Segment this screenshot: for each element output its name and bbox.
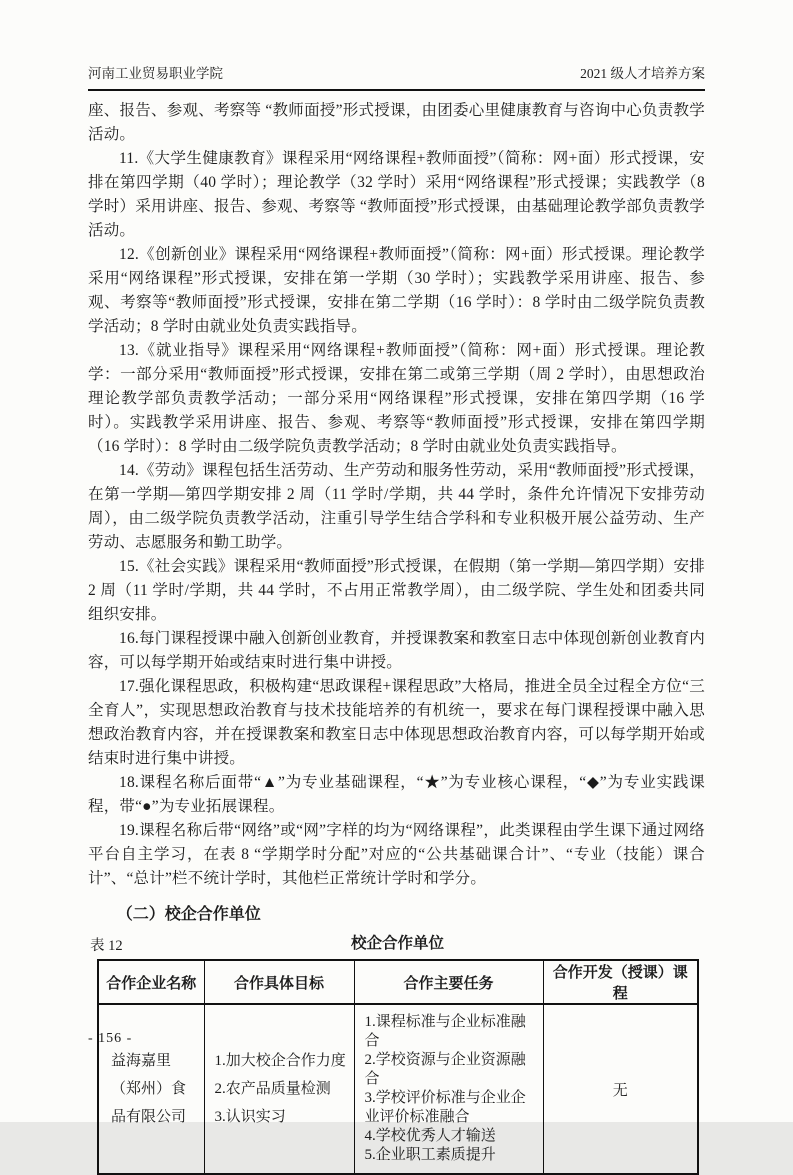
task-item: 3.学校评价标准与企业企业评价标准融合	[364, 1090, 526, 1125]
task-item: 4.学校优秀人才输送	[364, 1128, 496, 1144]
column-header-tasks: 合作主要任务	[354, 960, 543, 1004]
table-header-row	[98, 960, 698, 1004]
goal-item: 1.加大校企合作力度	[214, 1053, 346, 1069]
tasks-cell	[354, 1004, 543, 1174]
school-name: 河南工业贸易职业学院	[88, 66, 223, 81]
table-caption: 校企合作单位	[350, 935, 444, 952]
cooperation-table	[97, 959, 699, 1175]
company-name-cell: 益海嘉里（郑州）食品有限公司	[98, 1004, 204, 1174]
running-header	[88, 0, 705, 91]
task-item: 1.课程标准与企业标准融合	[364, 1014, 526, 1049]
paragraph-15: 15.《社会实践》课程采用“教师面授”形式授课，在假期（第一学期—第四学期）安排 2 周（11 学时/学期，共 44 学时，不占用正常教学周），由二级学院、学生处和团委共同组织安排。	[88, 558, 705, 623]
task-item: 5.企业职工素质提升	[364, 1147, 496, 1163]
paragraph-16: 16.每门课程授课中融入创新创业教育，并授课教案和教室日志中体现创新创业教育内容，可以每学期开始或结束时进行集中讲授。	[88, 630, 705, 671]
section-heading: （二）校企合作单位	[116, 906, 261, 923]
developed-courses-cell: 无	[543, 1004, 698, 1174]
body-text	[88, 99, 705, 891]
table-label: 表 12	[90, 938, 123, 954]
paragraph-19: 19.课程名称后带“网络”或“网”字样的均为“网络课程”，此类课程由学生课下通过网络平台自主学习，在表 8 “学期学时分配”对应的“公共基础课合计”、“专业（技能）课合计”、“总计”栏不统计学时，其他栏正常统计学时和学分。	[88, 822, 705, 887]
paragraph-13: 13.《就业指导》课程采用“网络课程+教师面授”（简称：网+面）形式授课。理论教学：一部分采用“教师面授”形式授课，安排在第二或第三学期（周 2 学时），由思想政治理论教学部负责教学活动；一部分采用“网络课程”形式授课，安排在第四学期（16 学时）。实践教学采用讲座、报告、参观、考察等“教师面授”形式授课，安排在第四学期（16 学时）：8 学时由二级学院负责教学活动；8 学时由就业处负责实践指导。	[88, 342, 705, 455]
paragraph-continuation: 座、报告、参观、考察等 “教师面授”形式授课，由团委心里健康教育与咨询中心负责教学活动。	[88, 102, 705, 143]
goals-cell	[204, 1004, 354, 1174]
goal-item: 3.认识实习	[214, 1109, 286, 1125]
table-caption-row	[90, 932, 705, 956]
task-item: 2.学校资源与企业资源融合	[364, 1052, 526, 1087]
column-header-company: 合作企业名称	[98, 960, 204, 1004]
program-title: 2021 级人才培养方案	[580, 66, 705, 81]
column-header-courses: 合作开发（授课）课程	[543, 960, 698, 1004]
paragraph-14: 14.《劳动》课程包括生活劳动、生产劳动和服务性劳动，采用“教师面授”形式授课，在第一学期—第四学期安排 2 周（11 学时/学期，共 44 学时，条件允许情况下安排劳动周），由二级学院负责教学活动，注重引导学生结合学科和专业积极开展公益劳动、生产劳动、志愿服务和勤工助学。	[88, 462, 705, 551]
column-header-goals: 合作具体目标	[204, 960, 354, 1004]
page-number: - 156 -	[88, 1031, 133, 1046]
paragraph-12: 12.《创新创业》课程采用“网络课程+教师面授”（简称：网+面）形式授课。理论教学采用“网络课程”形式授课，安排在第一学期（30 学时）；实践教学采用讲座、报告、参观、考察等“教师面授”形式授课，安排在第二学期（16 学时）：8 学时由二级学院负责教学活动；8 学时由就业处负责实践指导。	[88, 246, 705, 335]
goal-item: 2.农产品质量检测	[214, 1081, 331, 1097]
table-row	[98, 1004, 698, 1174]
paragraph-17: 17.强化课程思政，积极构建“思政课程+课程思政”大格局，推进全员全过程全方位“三全育人”，实现思想政治教育与技术技能培养的有机统一，要求在每门课程授课中融入思想政治教育内容，并在授课教案和教室日志中体现思想政治教育内容，可以每学期开始或结束时进行集中讲授。	[88, 678, 705, 767]
paragraph-18: 18.课程名称后面带“▲”为专业基础课程，“★”为专业核心课程，“◆”为专业实践课程，带“●”为专业拓展课程。	[88, 774, 705, 815]
paragraph-11: 11.《大学生健康教育》课程采用“网络课程+教师面授”（简称：网+面）形式授课，安排在第四学期（40 学时）；理论教学（32 学时）采用“网络课程”形式授课；实践教学（8 学时）采用讲座、报告、参观、考察等 “教师面授”形式授课，由基础理论教学部负责教学活动。	[88, 150, 705, 239]
